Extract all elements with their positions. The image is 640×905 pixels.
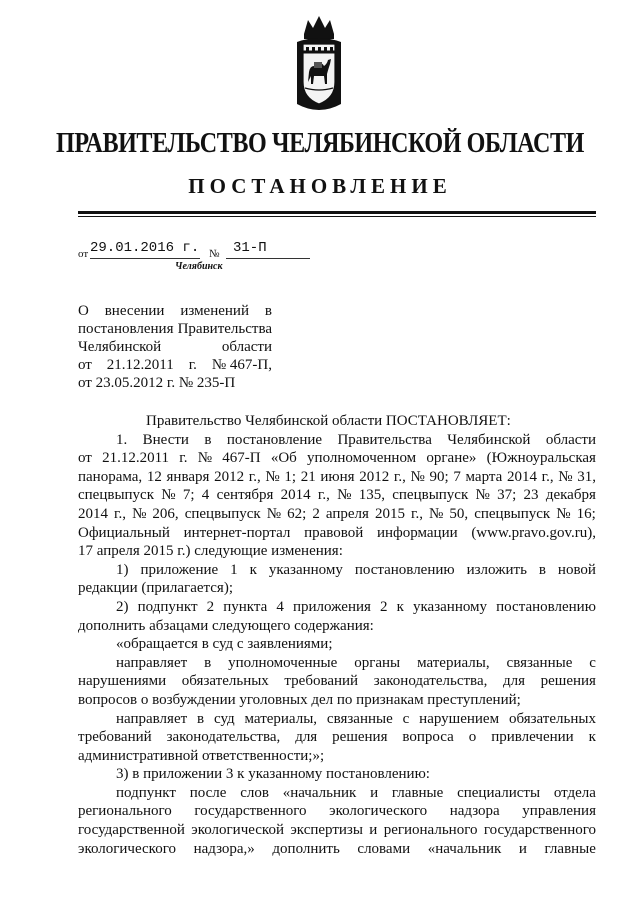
body-word: спецвыпуск [392,487,469,504]
body-line [78,765,596,784]
body-word: постановлению [354,561,455,578]
body-line [78,728,596,747]
body-word: 2 [206,598,215,615]
body-word: надзора,» [193,840,255,857]
body-word: вопроса [402,729,454,746]
body-word: г. [179,450,188,467]
body-word: Внести [142,431,189,448]
body-word: нарушениями [78,673,167,690]
body-line [78,449,596,468]
body-word: государственного [483,822,596,839]
body-word: г., [393,468,406,485]
body-word: спецвыпуск [184,505,261,522]
body-word: Правительство Челябинской области ПОСТАНОВЛЯЕТ: [146,413,511,429]
body-word: экологической [191,822,284,839]
city-label: Челябинск [175,261,223,272]
body-word: 7; [182,487,195,504]
body-word: информации [376,524,458,541]
body-word: после [189,784,227,801]
body-line [78,840,596,859]
body-word: 1 [230,561,238,578]
body-word: г., [248,468,261,485]
body-word: главные [544,840,596,857]
body-word: обязательных [181,673,269,690]
subject-line [78,374,272,392]
body-line [78,821,596,840]
body-word: «начальник [427,840,502,857]
body-word: государственной [78,822,185,839]
body-line [78,561,596,580]
body-word: сентября [216,487,274,504]
body-line [78,579,596,598]
body-word: г., [541,468,554,485]
body-line [78,617,596,636]
body-word: 50, [449,505,469,522]
body-word: 467-П [222,450,261,467]
body-word: обязательных [508,710,596,727]
body-word: государственного [194,803,307,820]
body-word: требований [78,729,152,746]
body-word: уполномоченные [228,654,338,671]
body-word: приложение [140,561,219,578]
body-word: № [337,487,352,504]
body-word: нарушением [419,710,500,727]
body-word: и [369,822,378,839]
body-word: редакции (прилагается); [78,580,233,597]
body-word: для [295,729,318,746]
body-word: изложить [466,561,527,578]
body-word: 23 [523,487,539,504]
body-word: (Южноуральская [486,450,596,467]
body-word: апреля [325,505,369,522]
body-word: регионального [383,822,478,839]
body-word: 21.12.2011 [102,450,170,467]
body-word: уполномоченном [307,450,417,467]
body-word: 3) в приложении 3 к указанному постановлению: [116,766,430,783]
header-rule-thick [78,211,596,214]
number-underline [226,258,310,259]
government-title: ПРАВИТЕЛЬСТВО ЧЕЛЯБИНСКОЙ ОБЛАСТИ [56,128,584,159]
body-word: административной ответственности;»; [78,747,325,764]
body-line [78,524,596,543]
body-word: и [518,840,527,857]
body-word: № [558,468,573,485]
body-word: материалы, [244,710,318,727]
body-line [78,468,596,487]
body-word: решения [332,729,388,746]
body-line [78,505,596,524]
body-word: 2012 [214,468,245,485]
body-word: № [429,505,444,522]
body-word: Правительства [337,431,432,448]
body-word: области [545,431,596,448]
body-word: Официальный [78,524,170,541]
header-rule-thin [78,216,596,217]
body-word: «обращается в суд с заявлениями; [116,636,333,653]
body-word: дополнить [272,840,340,857]
document-date: 29.01.2016 г. [90,240,200,256]
subject-word: г. [188,357,197,373]
body-word: слов [240,784,269,801]
body-word: постановление [226,431,323,448]
body-word: от [78,450,92,467]
subject-word: от 23.05.2012 г. № 235-П [78,375,236,391]
body-word: спецвыпуск [78,487,155,504]
body-word: 62; [287,505,307,522]
body-word: 4 [276,598,284,615]
body-word: подпункт [137,598,198,615]
body-word: № [161,487,176,504]
body-word: органе» [426,450,477,467]
body-word: регионального [78,803,172,820]
body-word: подпункт [116,784,176,801]
body-word: 7 [453,468,461,485]
body-word: направляет [116,654,188,671]
body-word: и [370,784,379,801]
body-word: марта [465,468,503,485]
document-number: 31-П [233,240,267,256]
subject-word: изменений [180,303,249,319]
subject-word: Челябинской [78,339,162,355]
subject-word: 21.12.2011 [106,357,174,373]
number-sign-label: № [209,248,220,260]
body-word: экологического [329,803,428,820]
body-word: в [204,654,212,671]
body-word: законодательства, [166,729,281,746]
body-word: 2014 [78,505,108,522]
body-word: о [468,729,477,746]
body-line [78,542,596,561]
body-word: специалисты [457,784,541,801]
body-word: панорама, [78,468,143,485]
body-line [78,691,596,710]
body-word: 2) [116,598,129,615]
body-word: 2014 [506,468,537,485]
body-word: 17 апреля 2015 г.) следующие изменения: [78,543,343,560]
body-word: приложения [292,598,371,615]
body-word: 1; [284,468,297,485]
body-word: направляет [116,710,188,727]
body-line [78,635,596,654]
body-word: отдела [553,784,596,801]
body-word: № [475,487,490,504]
body-word: 12 [146,468,162,485]
body-word: 135, [358,487,385,504]
coat-of-arms-emblem [294,12,344,116]
body-text [78,412,596,858]
subject-block [78,302,272,392]
body-line [78,412,596,431]
subject-line [78,356,272,374]
body-word: к [588,729,596,746]
body-word: интернет-портал [183,524,291,541]
date-prefix-label: от [78,248,89,260]
subject-word: от [78,357,92,373]
body-word: 16; [576,505,596,522]
body-word: г., [317,487,330,504]
body-word: 90; [429,468,449,485]
subject-word: постановления [78,321,174,337]
body-word: № [132,505,147,522]
body-word: дополнить абзацами следующего содержания: [78,617,374,634]
body-word: надзора [449,803,500,820]
body-word: № [266,505,282,522]
subject-word: № 467-П, [211,357,272,373]
body-line [78,431,596,450]
body-line [78,784,596,803]
body-word: материалы, [417,654,490,671]
body-word: с [402,710,410,727]
body-line [78,654,596,673]
body-word: пункта [223,598,268,615]
body-line [78,486,596,505]
body-word: привлечении [491,729,574,746]
body-line [78,598,596,617]
body-word: 2 [380,598,388,615]
body-word: июня [320,468,355,485]
subject-word: Правительства [177,321,272,337]
body-word: января [166,468,210,485]
body-word: в [204,431,212,448]
body-word: с [589,654,596,671]
body-word: «начальник [282,784,357,801]
subject-word: внесении [104,303,165,319]
body-word: к [396,598,404,615]
body-word: связанные [326,710,393,727]
body-word: декабря [545,487,596,504]
subject-word: О [78,303,89,319]
body-word: главные [391,784,444,801]
body-word: 1. [116,431,128,448]
body-line [78,802,596,821]
body-word: указанному [412,598,488,615]
body-word: решения [540,673,596,690]
body-word: 2015 [374,505,405,522]
body-word: спецвыпуск [474,505,551,522]
body-word: 31, [577,468,596,485]
subject-line [78,338,272,356]
body-word: в [197,710,205,727]
body-word: (www.pravo.gov.ru), [471,524,596,541]
body-word: постановлению [496,598,596,615]
subject-line [78,320,272,338]
body-word: словами [357,840,411,857]
document-type-title: ПОСТАНОВЛЕНИЕ [188,174,452,198]
body-word: экспертизы [290,822,363,839]
body-word: 1) [116,561,129,578]
body-word: 206, [152,505,179,522]
subject-word: области [221,339,272,355]
body-word: «Об [270,450,297,467]
body-word: № [410,468,425,485]
body-word: Челябинской [447,431,531,448]
body-word: № [197,450,213,467]
date-underline [90,258,200,259]
body-word: вопросов о возбуждении уголовных дел по признакам преступлений; [78,691,521,708]
subject-line [78,302,272,320]
body-word: правовой [304,524,364,541]
body-word: экологического [78,840,176,857]
body-word: № [265,468,280,485]
body-word: 2012 [359,468,390,485]
body-word: законодательства, [373,673,488,690]
body-word: № [556,505,571,522]
body-word: указанному [268,561,343,578]
body-word: управления [522,803,596,820]
body-word: 2014 [280,487,311,504]
body-line [78,710,596,729]
body-word: 37; [497,487,517,504]
body-word: 21 [300,468,316,485]
body-word: в [538,561,546,578]
body-word: новой [557,561,596,578]
body-word: связанные [506,654,573,671]
body-word: требований [284,673,359,690]
body-word: 4 [201,487,210,504]
body-word: к [249,561,257,578]
body-word: для [502,673,526,690]
body-word: г., [411,505,423,522]
body-word: суд [214,710,235,727]
subject-word: в [264,303,272,319]
body-line [78,747,596,766]
body-word: органы [354,654,401,671]
body-word: г., [114,505,127,522]
body-word: 2 [312,505,320,522]
body-line [78,672,596,691]
